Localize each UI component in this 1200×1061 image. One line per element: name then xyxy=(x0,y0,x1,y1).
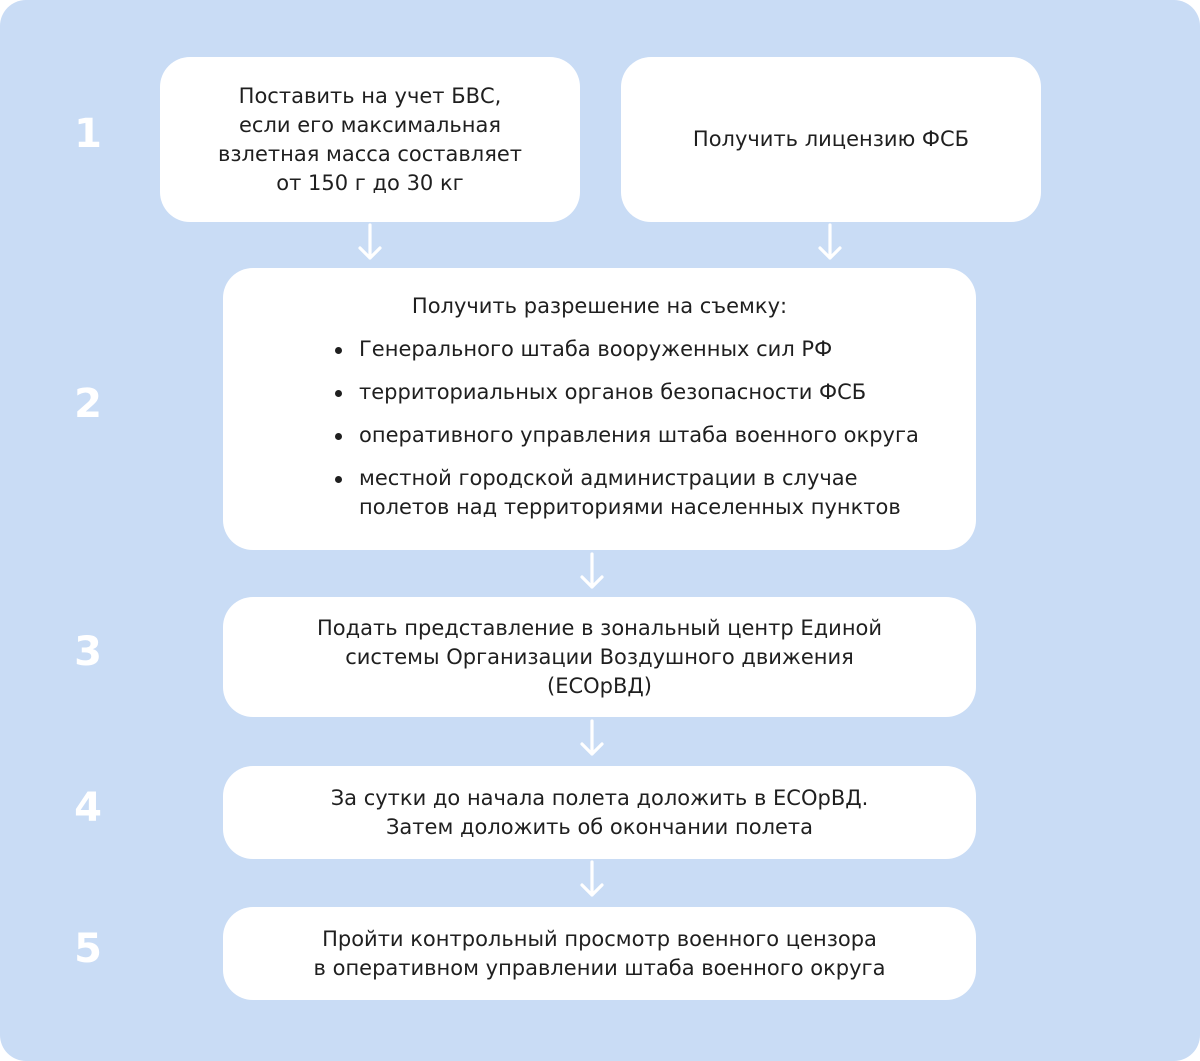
step-3-submission-box xyxy=(223,597,976,717)
box-text-line: Пройти контрольный просмотр военного цензора xyxy=(322,926,877,951)
box-text-line: Подать представление в зональный центр Единой xyxy=(316,615,883,640)
bullet-icon xyxy=(335,476,342,483)
box-text-line: системы Организации Воздушного движения xyxy=(345,644,854,669)
bullet-icon xyxy=(335,347,342,354)
list-item-text: Генерального штаба вооруженных сил РФ xyxy=(359,337,833,361)
box-text-line: если его максимальная xyxy=(238,112,502,137)
box-text-line: За сутки до начала полета доложить в ЕСОрВД. xyxy=(330,785,869,810)
arrow-down-icon xyxy=(355,222,385,262)
list-item xyxy=(333,378,919,407)
step-2-permission-box xyxy=(223,268,976,550)
box-text-line: (ЕСОрВД) xyxy=(547,673,652,698)
step-number-2: 2 xyxy=(74,381,102,427)
list-item xyxy=(333,335,919,364)
arrow-down-icon xyxy=(577,718,607,758)
list-item xyxy=(333,421,919,450)
step-number-4: 4 xyxy=(74,785,102,831)
arrow-down-icon xyxy=(815,222,845,262)
list-item-text: местной городской администрации в случае xyxy=(359,466,858,490)
step-1-license-box xyxy=(621,57,1041,222)
bullet-icon xyxy=(335,433,342,440)
step-5-censor-box xyxy=(223,907,976,1000)
box-text-line: Получить лицензию ФСБ xyxy=(692,127,970,151)
box-text-line: Затем доложить об окончании полета xyxy=(385,814,814,839)
list-item-text: полетов над территориями населенных пунктов xyxy=(359,495,901,519)
list-item-text: территориальных органов безопасности ФСБ xyxy=(359,380,867,404)
step-4-report-box xyxy=(223,766,976,859)
permission-heading: Получить разрешение на съемку: xyxy=(411,294,788,318)
step-number-3: 3 xyxy=(74,629,102,675)
bullet-icon xyxy=(335,390,342,397)
step-number-1: 1 xyxy=(74,111,102,157)
box-text-line: Поставить на учет БВС, xyxy=(238,83,502,108)
permission-list xyxy=(333,335,919,536)
box-text-line: взлетная масса составляет xyxy=(218,141,522,166)
step-number-5: 5 xyxy=(74,926,102,972)
list-item xyxy=(333,464,919,522)
step-1-register-box xyxy=(160,57,580,222)
arrow-down-icon xyxy=(577,859,607,899)
arrow-down-icon xyxy=(577,551,607,591)
list-item-text: оперативного управления штаба военного округа xyxy=(359,423,919,447)
box-text-line: от 150 г до 30 кг xyxy=(276,170,464,195)
box-text-line: в оперативном управлении штаба военного округа xyxy=(313,955,886,980)
